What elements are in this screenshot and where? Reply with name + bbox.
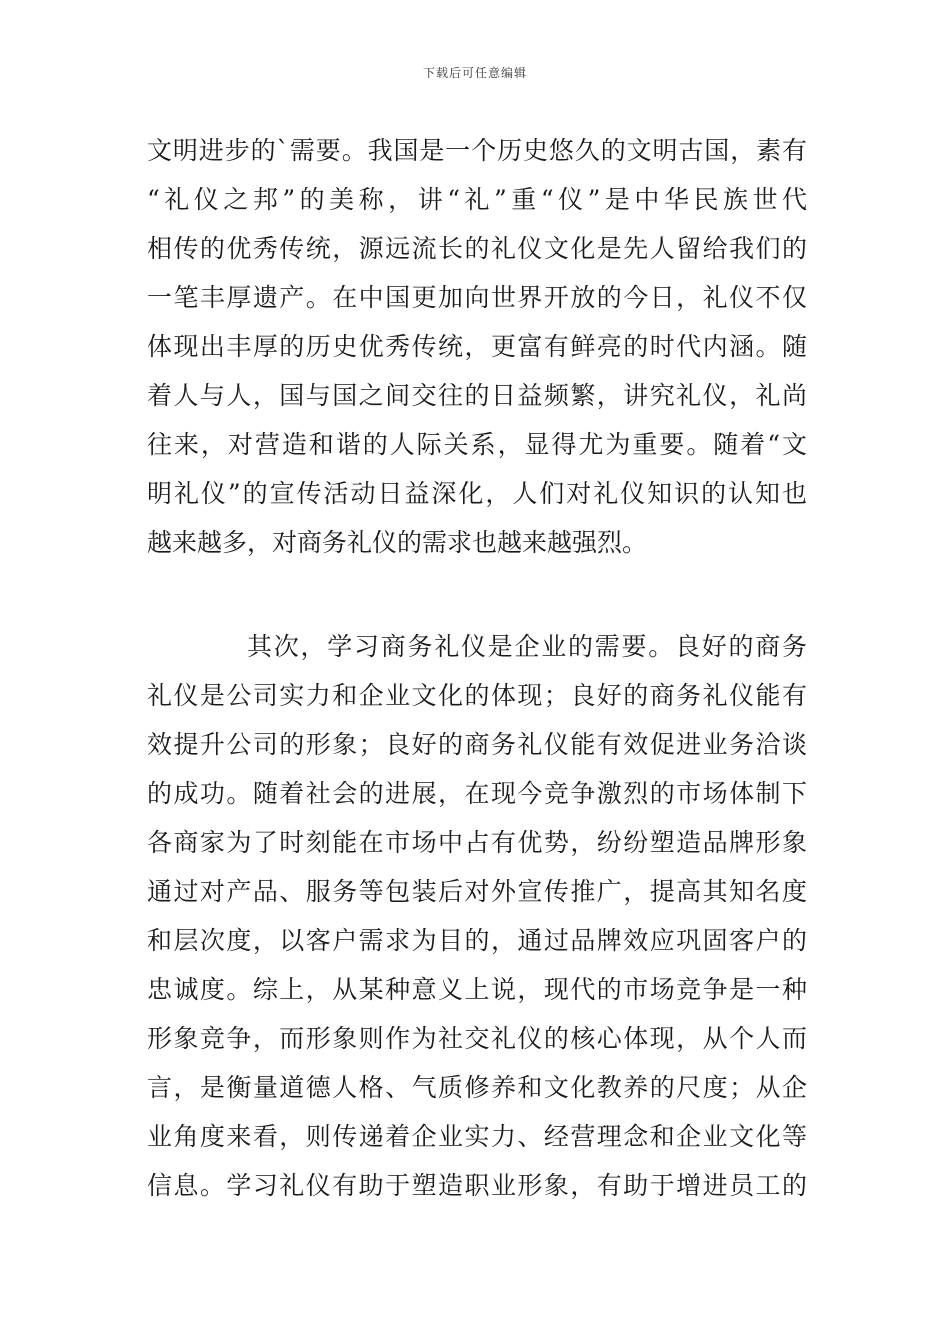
text-line: 通过对产品、服务等包装后对外宣传推广，提高其知名度 <box>147 877 807 906</box>
text-line: 忠诚度。综上，从某种意义上说，现代的市场竞争是一种 <box>147 975 807 1004</box>
text-line: 礼仪是公司实力和企业文化的体现；良好的商务礼仪能有 <box>147 681 807 710</box>
text-line: 言，是衡量道德人格、气质修养和文化教养的尺度；从企 <box>147 1073 807 1102</box>
text-line: 相传的优秀传统，源远流长的礼仪文化是先人留给我们的 <box>147 234 807 263</box>
text-line: 和层次度，以客户需求为目的，通过品牌效应巩固客户的 <box>147 926 807 955</box>
text-line: 的成功。随着社会的进展，在现今竞争激烈的市场体制下 <box>147 779 807 808</box>
paragraph-1 <box>147 126 807 567</box>
text-line: “礼仪之邦”的美称，讲“礼”重“仪”是中华民族世代 <box>147 185 807 214</box>
text-line: 效提升公司的形象；良好的商务礼仪能有效促进业务洽谈 <box>147 730 807 759</box>
text-line: 越来越多，对商务礼仪的需求也越来越强烈。 <box>147 528 648 557</box>
text-line: 明礼仪”的宣传活动日益深化，人们对礼仪知识的认知也 <box>147 479 807 508</box>
text-line: 形象竞争，而形象则作为社交礼仪的核心体现，从个人而 <box>147 1024 807 1053</box>
text-line: 业角度来看，则传递着企业实力、经营理念和企业文化等 <box>147 1122 807 1151</box>
text-line: 各商家为了时刻能在市场中占有优势，纷纷塑造品牌形象 <box>147 828 807 857</box>
text-line-indented: 其次，学习商务礼仪是企业的需要。良好的商务 <box>247 632 807 661</box>
text-line: 文明进步的`需要。我国是一个历史悠久的文明古国，素有 <box>147 136 807 165</box>
text-line: 信息。学习礼仪有助于塑造职业形象，有助于增进员工的 <box>147 1171 807 1200</box>
text-line: 着人与人，国与国之间交往的日益频繁，讲究礼仪，礼尚 <box>147 381 807 410</box>
paragraph-2 <box>147 622 807 1210</box>
text-line: 一笔丰厚遗产。在中国更加向世界开放的今日，礼仪不仅 <box>147 283 807 312</box>
text-line: 往来，对营造和谐的人际关系，显得尤为重要。随着“文 <box>147 430 807 459</box>
page-header-note: 下载后可任意编辑 <box>422 66 527 80</box>
text-line: 体现出丰厚的历史优秀传统，更富有鲜亮的时代内涵。随 <box>147 332 807 361</box>
